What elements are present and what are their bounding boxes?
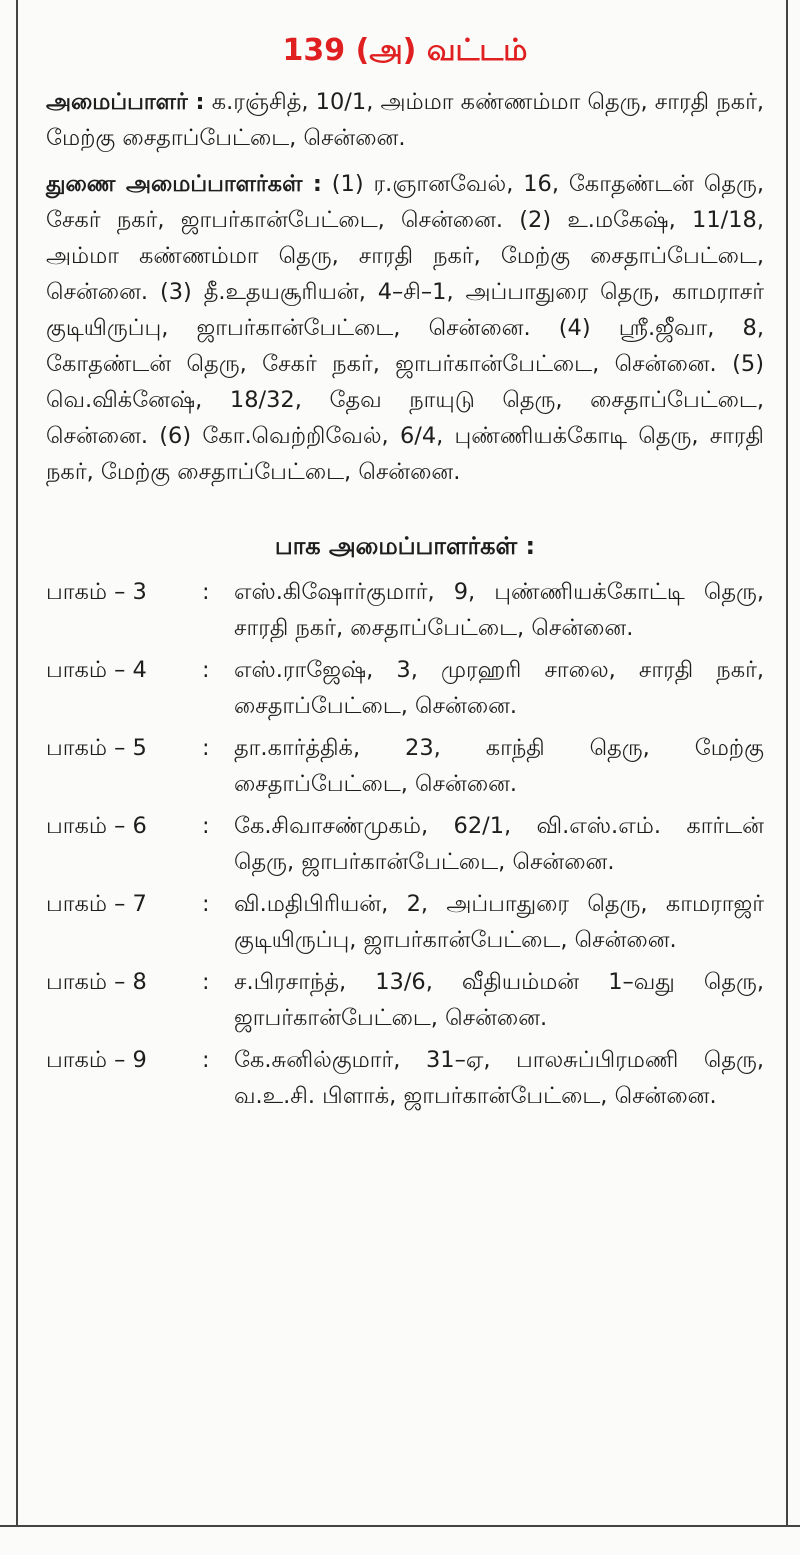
frame-bottom-rule [0, 1525, 800, 1527]
booth-label: பாகம் – 4 [46, 657, 147, 683]
organizer-text: க.ரஞ்சித், 10/1, அம்மா கண்ணம்மா தெரு, சாரதி நகர், மேற்கு சைதாப்பேட்டை, சென்னை. [46, 89, 764, 151]
booth-label: பாகம் – 3 [46, 579, 147, 605]
booth-text: கே.சிவாசண்முகம், 62/1, வி.எஸ்.எம். கார்டன் தெரு, ஜாபர்கான்பேட்டை, சென்னை. [234, 813, 764, 875]
booth-label: பாகம் – 8 [46, 969, 147, 995]
booth-colon: : [202, 891, 210, 917]
booth-organizers-heading: பாக அமைப்பாளர்கள் : [274, 532, 536, 560]
booth-row [46, 964, 764, 1036]
ward-title: 139 (அ) வட்டம் [282, 33, 528, 68]
booth-colon: : [202, 1047, 210, 1073]
booth-row [46, 574, 764, 646]
booth-text: எஸ்.கிஷோர்குமார், 9, புண்ணியக்கோட்டி தெரு, சாரதி நகர், சைதாப்பேட்டை, சென்னை. [234, 579, 764, 641]
deputy-organizers-label: துணை அமைப்பாளர்கள் : [46, 171, 322, 197]
booth-text: ச.பிரசாந்த், 13/6, வீதியம்மன் 1–வது தெரு, ஜாபர்கான்பேட்டை, சென்னை. [234, 969, 764, 1031]
booth-colon: : [202, 657, 210, 683]
booth-label: பாகம் – 9 [46, 1047, 147, 1073]
booth-text: கே.சுனில்குமார், 31–ஏ, பாலசுப்பிரமணி தெரு, வ.உ.சி. பிளாக், ஜாபர்கான்பேட்டை, சென்னை. [234, 1047, 764, 1109]
booth-label: பாகம் – 5 [46, 735, 147, 761]
deputy-organizers-paragraph [46, 166, 764, 490]
booth-row [46, 808, 764, 880]
booth-text: தா.கார்த்திக், 23, காந்தி தெரு, மேற்கு சைதாப்பேட்டை, சென்னை. [234, 735, 764, 797]
booth-colon: : [202, 813, 210, 839]
organizer-paragraph [46, 84, 764, 156]
organizer-label: அமைப்பாளர் : [46, 89, 205, 115]
booth-text: வி.மதிபிரியன், 2, அப்பாதுரை தெரு, காமராஜர் குடியிருப்பு, ஜாபர்கான்பேட்டை, சென்னை. [234, 891, 764, 953]
booth-label: பாகம் – 7 [46, 891, 147, 917]
booth-colon: : [202, 969, 210, 995]
deputy-organizers-text: (1) ர.ஞானவேல், 16, கோதண்டன் தெரு, சேகர் நகர், ஜாபர்கான்பேட்டை, சென்னை. (2) உ.மகேஷ், 11/18, அம்மா கண்ணம்மா தெரு, சாரதி நகர், மேற்கு சைதாப்பேட்டை, சென்னை. (3) தீ.உதயசூரியன், 4–சி–1, அப்பாதுரை தெரு, காமராசர் குடியிருப்பு, ஜாபர்கான்பேட்டை, சென்னை. (4) ஸ்ரீ.ஜீவா, 8, கோதண்டன் தெரு, சேகர் நகர், ஜாபர்கான்பேட்டை, சென்னை. (5) வெ.விக்னேஷ், 18/32, தேவ நாயுடு தெரு, சைதாப்பேட்டை, சென்னை. (6) கோ.வெற்றிவேல், 6/4, புண்ணியக்கோடி தெரு, சாரதி நகர், மேற்கு சைதாப்பேட்டை, சென்னை. [46, 171, 764, 485]
booth-list [46, 574, 764, 1114]
booth-label: பாகம் – 6 [46, 813, 147, 839]
article-content [46, 28, 764, 1120]
booth-row [46, 886, 764, 958]
booth-text: எஸ்.ராஜேஷ், 3, முரஹரி சாலை, சாரதி நகர், சைதாப்பேட்டை, சென்னை. [234, 657, 764, 719]
booth-colon: : [202, 579, 210, 605]
booth-colon: : [202, 735, 210, 761]
booth-row [46, 1042, 764, 1114]
booth-row [46, 730, 764, 802]
booth-row [46, 652, 764, 724]
